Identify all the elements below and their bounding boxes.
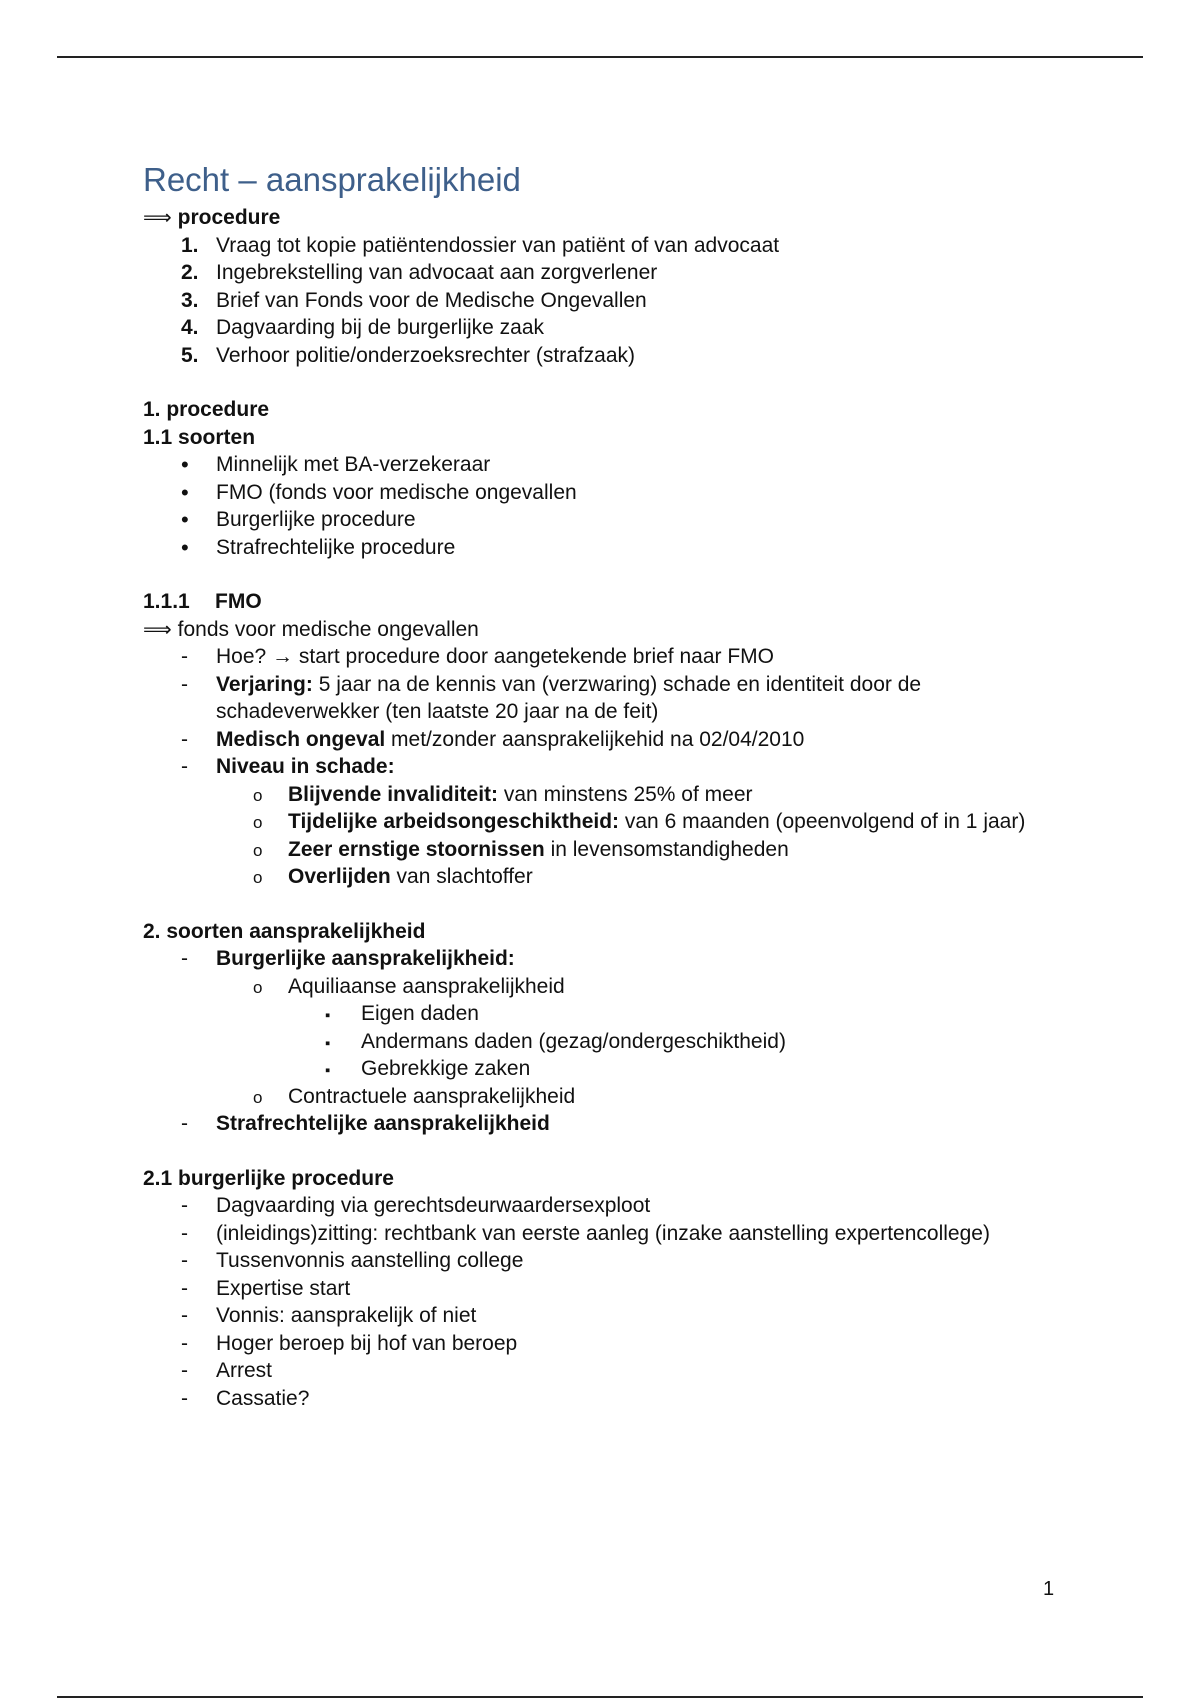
list-number: 1. [181, 233, 199, 257]
dash-icon [181, 1220, 188, 1248]
list-item-text: Contractuele aansprakelijkheid [288, 1084, 576, 1108]
list-item-text: Minnelijk met BA-verzekeraar [216, 453, 491, 476]
list-item-text: Brief van Fonds voor de Medische Ongevallen [216, 288, 647, 312]
list-item-text: Tussenvonnis aanstelling college [216, 1249, 524, 1272]
document-body [143, 160, 1123, 1412]
square-bullet-icon [325, 1055, 330, 1085]
dash-icon [181, 945, 188, 973]
list-item-text: van 6 maanden (opeenvolgend of in 1 jaar) [619, 810, 1026, 833]
list-item [143, 1028, 1123, 1056]
bold-term: Zeer ernstige stoornissen [288, 837, 545, 861]
list-item [143, 534, 1123, 562]
section-number: 1.1.1 [143, 590, 190, 613]
list-item-text: Andermans daden (gezag/ondergeschiktheid) [361, 1029, 786, 1053]
dash-icon [181, 1275, 188, 1303]
section-label: FMO [215, 590, 262, 613]
list-item [143, 1055, 1123, 1083]
fmo-subtitle-text: fonds voor medische ongevallen [177, 617, 479, 641]
list-item-text: Hoe? → start procedure door aangetekende brief naar FMO [216, 645, 774, 668]
list-item [143, 1357, 1123, 1385]
procedure-intro-heading [143, 204, 1123, 232]
list-item [143, 314, 1123, 342]
bold-term: Strafrechtelijke aansprakelijkheid [216, 1112, 550, 1135]
circle-bullet-icon [253, 781, 262, 810]
bold-term: Burgerlijke aansprakelijkheid: [216, 947, 515, 970]
section-heading: 2. soorten aansprakelijkheid [143, 919, 426, 943]
page-top-rule [57, 56, 1143, 58]
list-item-text: Vonnis: aansprakelijk of niet [216, 1304, 477, 1327]
list-number: 3. [181, 288, 199, 312]
list-item [143, 342, 1123, 370]
list-item-text: met/zonder aansprakelijkehid na 02/04/2010 [385, 727, 805, 751]
list-item [143, 232, 1123, 260]
page-bottom-rule [57, 1696, 1143, 1698]
dash-icon [181, 1192, 188, 1220]
dash-icon [181, 1385, 188, 1413]
dash-icon [181, 726, 188, 754]
list-item [143, 863, 1123, 891]
bold-term: Verjaring: [216, 672, 313, 696]
procedure-intro-label: procedure [177, 206, 281, 229]
section-heading: 1. procedure [143, 398, 270, 421]
list-item [143, 1385, 1123, 1413]
circle-bullet-icon [253, 973, 262, 1002]
bullet-icon [181, 479, 189, 508]
list-item-text: FMO (fonds voor medische ongevallen [216, 480, 577, 504]
list-item [143, 1330, 1123, 1358]
list-item-text: Vraag tot kopie patiëntendossier van patiënt of van advocaat [216, 233, 780, 257]
list-item [143, 1302, 1123, 1330]
bold-term: Tijdelijke arbeidsongeschiktheid: [288, 810, 620, 833]
list-item [143, 1192, 1123, 1220]
dash-icon [181, 643, 188, 671]
page-number: 1 [1043, 1578, 1055, 1600]
list-item-text: (inleidings)zitting: rechtbank van eerste aanleg (inzake aanstelling expertencollege) [216, 1221, 990, 1245]
circle-bullet-icon [253, 1083, 262, 1112]
list-number: 4. [181, 316, 199, 339]
list-item [143, 808, 1048, 836]
list-item [143, 1275, 1123, 1303]
list-item-text: in levensomstandigheden [544, 837, 789, 861]
list-item [143, 726, 1123, 754]
subsubsection-heading [143, 588, 1123, 616]
dash-icon [181, 1357, 188, 1385]
list-item [143, 1220, 1123, 1248]
list-item-text: Aquiliaanse aansprakelijkheid [288, 974, 565, 998]
dash-icon [181, 1110, 188, 1138]
list-item-text: Gebrekkige zaken [361, 1057, 531, 1080]
dash-icon [181, 1247, 188, 1275]
list-item [143, 479, 1123, 507]
list-item-text: Verhoor politie/onderzoeksrechter (strafzaak) [216, 343, 636, 367]
list-item-text: Cassatie? [216, 1386, 310, 1410]
list-item-text: 5 jaar na de kennis van (verzwaring) schade en identiteit door de schadeverwekker (ten laatste 20 jaar na de feit) [216, 672, 922, 723]
list-item [143, 1247, 1123, 1275]
list-item [143, 1083, 1123, 1111]
list-number: 5. [181, 343, 199, 367]
subsection-heading: 1.1 soorten [143, 425, 256, 449]
list-item-text: Hoger beroep bij hof van beroep [216, 1331, 518, 1355]
list-item [143, 753, 1123, 781]
bullet-icon [181, 506, 189, 535]
circle-bullet-icon [253, 863, 262, 892]
list-item-text: van minstens 25% of meer [498, 782, 753, 806]
list-item-text: Eigen daden [361, 1002, 479, 1025]
list-item [143, 836, 1123, 864]
list-item-text: Burgerlijke procedure [216, 508, 416, 531]
bold-term: Overlijden [288, 865, 391, 888]
bold-term: Niveau in schade: [216, 755, 395, 778]
bullet-icon [181, 451, 189, 480]
list-number: 2. [181, 261, 199, 284]
bold-term: Medisch ongeval [216, 727, 386, 751]
list-item-text: Expertise start [216, 1276, 351, 1300]
double-arrow-icon: ⟹ [143, 207, 172, 229]
list-item [143, 945, 1123, 973]
list-item [143, 451, 1123, 479]
list-item [143, 781, 1123, 809]
fmo-subtitle [143, 616, 1123, 644]
list-item [143, 973, 1123, 1001]
square-bullet-icon [325, 1000, 330, 1030]
list-item [143, 1000, 1123, 1028]
circle-bullet-icon [253, 836, 262, 865]
list-item-text: Dagvaarding via gerechtsdeurwaardersexploot [216, 1194, 651, 1217]
double-arrow-icon: ⟹ [143, 618, 172, 641]
dash-icon [181, 753, 188, 781]
list-item-text: Arrest [216, 1359, 273, 1382]
square-bullet-icon [325, 1028, 330, 1058]
dash-icon [181, 1302, 188, 1330]
list-item-text: Strafrechtelijke procedure [216, 535, 456, 559]
page-title: Recht – aansprakelijkheid [143, 161, 521, 198]
section-heading: 2.1 burgerlijke procedure [143, 1166, 394, 1190]
list-item [143, 643, 1123, 671]
list-item [143, 1110, 1123, 1138]
circle-bullet-icon [253, 808, 262, 837]
list-item-text: van slachtoffer [390, 865, 533, 888]
dash-icon [181, 671, 188, 699]
list-item-text: Ingebrekstelling van advocaat aan zorgverlener [216, 261, 658, 284]
list-item [143, 671, 1046, 726]
bullet-icon [181, 534, 189, 563]
list-item-text: Dagvaarding bij de burgerlijke zaak [216, 316, 545, 339]
dash-icon [181, 1330, 188, 1358]
list-item [143, 259, 1123, 287]
bold-term: Blijvende invaliditeit: [288, 782, 499, 806]
list-item [143, 506, 1123, 534]
list-item [143, 287, 1123, 315]
